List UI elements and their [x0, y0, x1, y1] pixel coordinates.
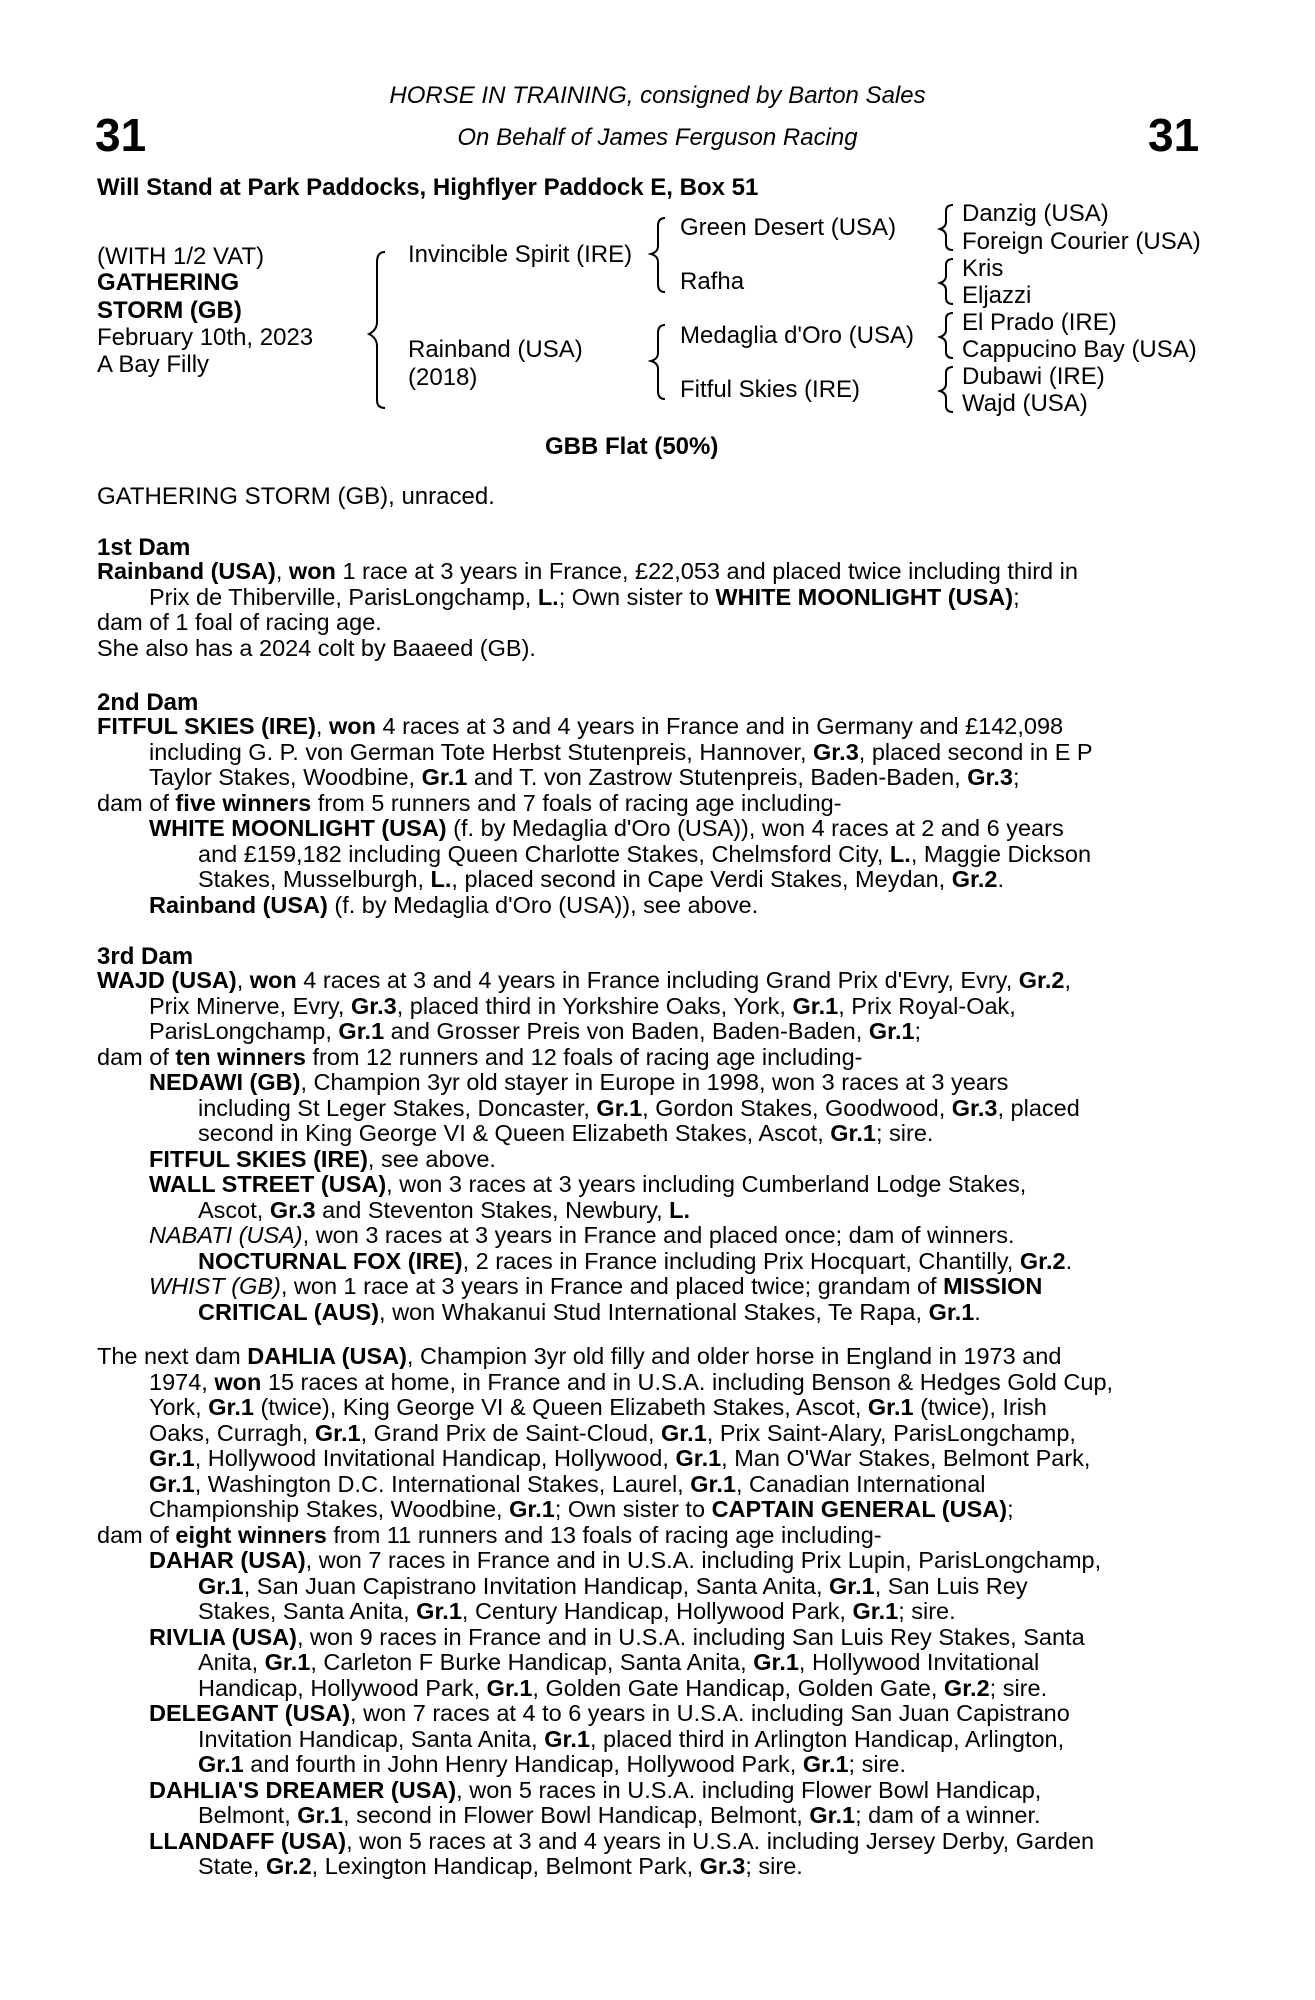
consignment-line: HORSE IN TRAINING, consigned by Barton Sales [389, 82, 926, 109]
foaled-date: February 10th, 2023 [97, 324, 314, 351]
pedigree-g6: Cappucino Bay (USA) [962, 336, 1197, 363]
next-dam-line: Championship Stakes, Woodbine, Gr.1; Own sister to CAPTAIN GENERAL (USA); [149, 1496, 1014, 1522]
produce-entry: Gr.1 and fourth in John Henry Handicap, Hollywood Park, Gr.1; sire. [198, 1751, 907, 1777]
third-dam-line: Prix Minerve, Evry, Gr.3, placed third in Yorkshire Oaks, York, Gr.1, Prix Royal-Oak, [149, 992, 1016, 1019]
next-dam-line: Oaks, Curragh, Gr.1, Grand Prix de Saint-Cloud, Gr.1, Prix Saint-Alary, ParisLongchamp, [149, 1419, 1076, 1446]
produce-entry: Gr.1, San Juan Capistrano Invitation Handicap, Santa Anita, Gr.1, San Luis Rey [198, 1572, 1028, 1599]
pedigree-g4: Eljazzi [962, 282, 1032, 309]
bracket-g4 [940, 367, 953, 412]
lot-number-left: 31 [95, 109, 147, 161]
gbb-status: GBB Flat (50%) [545, 433, 719, 460]
third-dam-heading: 3rd Dam [97, 943, 194, 970]
pedigree-sire-sire: Green Desert (USA) [680, 214, 897, 241]
next-dam-line: York, Gr.1 (twice), King George VI & Queen Elizabeth Stakes, Ascot, Gr.1 (twice), Irish [149, 1394, 1047, 1420]
second-dam-heading: 2nd Dam [97, 689, 199, 716]
produce-entry: Belmont, Gr.1, second in Flower Bowl Handicap, Belmont, Gr.1; dam of a winner. [198, 1802, 1041, 1828]
produce-entry: WHIST (GB), won 1 race at 3 years in France and placed twice; grandam of MISSION [149, 1273, 1043, 1299]
produce-entry: WHITE MOONLIGHT (USA) (f. by Medaglia d'Oro (USA)), won 4 races at 2 and 6 years [149, 815, 1064, 841]
pedigree-g2: Foreign Courier (USA) [962, 228, 1201, 255]
pedigree-dam-sire: Medaglia d'Oro (USA) [680, 322, 914, 349]
race-record: GATHERING STORM (GB), unraced. [97, 483, 495, 510]
next-dam-line: Gr.1, Hollywood Invitational Handicap, Hollywood, Gr.1, Man O'War Stakes, Belmont Park, [149, 1445, 1091, 1471]
second-dam-line: including G. P. von German Tote Herbst Stutenpreis, Hannover, Gr.3, placed second in E P [149, 738, 1093, 765]
first-dam-text [97, 559, 1203, 661]
next-dam-line: 1974, won 15 races at home, in France and in U.S.A. including Benson & Hedges Gold Cup, [149, 1368, 1114, 1395]
produce-entry: Rainband (USA) (f. by Medaglia d'Oro (USA)), see above. [149, 891, 759, 918]
pedigree-g5: El Prado (IRE) [962, 309, 1117, 336]
produce-entry: DELEGANT (USA), won 7 races at 4 to 6 years in U.S.A. including San Juan Capistrano [149, 1700, 1070, 1726]
pedigree-dam-dam: Fitful Skies (IRE) [680, 376, 861, 403]
next-dam-line: Gr.1, Washington D.C. International Stakes, Laurel, Gr.1, Canadian International [149, 1470, 986, 1497]
produce-entry: Invitation Handicap, Santa Anita, Gr.1, placed third in Arlington Handicap, Arlington, [198, 1725, 1065, 1752]
bracket-g1 [940, 205, 953, 250]
first-dam-extra: She also has a 2024 colt by Baaeed (GB). [97, 634, 536, 661]
second-dam-line: Taylor Stakes, Woodbine, Gr.1 and T. von Zastrow Stutenpreis, Baden-Baden, Gr.3; [149, 764, 1020, 790]
pedigree-sire-dam: Rafha [680, 268, 745, 295]
vat-note: (WITH 1/2 VAT) [97, 243, 265, 270]
produce-entry: NEDAWI (GB), Champion 3yr old stayer in Europe in 1998, won 3 races at 3 years [149, 1069, 1009, 1095]
produce-entry: Ascot, Gr.3 and Steventon Stakes, Newbury, L. [198, 1196, 691, 1223]
produce-entry: CRITICAL (AUS), won Whakanui Stud International Stakes, Te Rapa, Gr.1. [198, 1298, 981, 1325]
bracket-g3 [940, 313, 953, 358]
bracket-g2 [940, 259, 953, 304]
produce-entry: Anita, Gr.1, Carleton F Burke Handicap, Santa Anita, Gr.1, Hollywood Invitational [198, 1649, 1040, 1675]
first-dam-line: dam of 1 foal of racing age. [97, 609, 382, 635]
produce-entry: including St Leger Stakes, Doncaster, Gr.1, Gordon Stakes, Goodwood, Gr.3, placed [198, 1094, 1080, 1121]
pedigree-g1: Danzig (USA) [962, 200, 1109, 227]
on-behalf-line: On Behalf of James Ferguson Racing [457, 124, 858, 151]
pedigree-g8: Wajd (USA) [962, 390, 1088, 417]
lot-number-right: 31 [1148, 109, 1200, 161]
produce-entry: DAHAR (USA), won 7 races in France and in U.S.A. including Prix Lupin, ParisLongchamp, [149, 1547, 1102, 1573]
horse-name-line2: STORM (GB) [97, 297, 242, 324]
produce-entry: WALL STREET (USA), won 3 races at 3 years including Cumberland Lodge Stakes, [149, 1171, 1027, 1197]
third-dam-line: WAJD (USA), won 4 races at 3 and 4 years in France including Grand Prix d'Evry, Evry, Gr.2, [97, 967, 1072, 993]
produce-entry: RIVLIA (USA), won 9 races in France and in U.S.A. including San Luis Rey Stakes, Santa [149, 1623, 1085, 1650]
bracket-sire [651, 218, 665, 292]
pedigree-g7: Dubawi (IRE) [962, 363, 1105, 390]
bracket-dam [651, 325, 665, 399]
produce-entry: NABATI (USA), won 3 races at 3 years in France and placed once; dam of winners. [149, 1222, 1015, 1248]
produce-entry: DAHLIA'S DREAMER (USA), won 5 races in U.S.A. including Flower Bowl Handicap, [149, 1776, 1042, 1803]
produce-entry: Stakes, Musselburgh, L., placed second in Cape Verdi Stakes, Meydan, Gr.2. [198, 866, 1004, 892]
produce-entry: LLANDAFF (USA), won 5 races at 3 and 4 years in U.S.A. including Jersey Derby, Garden [149, 1827, 1095, 1854]
next-dam-dam-of: dam of eight winners from 11 runners and 13 foals of racing age including- [97, 1521, 882, 1548]
produce-entry: State, Gr.2, Lexington Handicap, Belmont Park, Gr.3; sire. [198, 1853, 803, 1879]
pedigree-dam-line2: (2018) [408, 364, 478, 391]
first-dam-heading: 1st Dam [97, 534, 191, 561]
third-dam-text [97, 968, 1203, 1325]
produce-entry: and £159,182 including Queen Charlotte Stakes, Chelmsford City, L., Maggie Dickson [198, 840, 1092, 867]
produce-entry: Handicap, Hollywood Park, Gr.1, Golden Gate Handicap, Golden Gate, Gr.2; sire. [198, 1674, 1048, 1701]
pedigree-dam-line1: Rainband (USA) [408, 336, 583, 363]
third-dam-dam-of: dam of ten winners from 12 runners and 12 foals of racing age including- [97, 1043, 863, 1070]
first-dam-line: Rainband (USA), won 1 race at 3 years in France, £22,053 and placed twice including third in [97, 558, 1078, 584]
third-dam-line: ParisLongchamp, Gr.1 and Grosser Preis von Baden, Baden-Baden, Gr.1; [149, 1018, 922, 1044]
produce-entry: second in King George VI & Queen Elizabeth Stakes, Ascot, Gr.1; sire. [198, 1120, 934, 1146]
produce-entry: Stakes, Santa Anita, Gr.1, Century Handicap, Hollywood Park, Gr.1; sire. [198, 1598, 956, 1624]
next-dam-text [97, 1344, 1203, 1880]
horse-name-line1: GATHERING [97, 269, 240, 296]
second-dam-dam-of: dam of five winners from 5 runners and 7 foals of racing age including- [97, 789, 842, 816]
pedigree-sire: Invincible Spirit (IRE) [408, 241, 633, 268]
next-dam-line: The next dam DAHLIA (USA), Champion 3yr old filly and older horse in England in 1973 and [97, 1343, 1062, 1369]
pedigree-g3: Kris [962, 255, 1004, 282]
location-line: Will Stand at Park Paddocks, Highflyer Paddock E, Box 51 [97, 174, 759, 201]
produce-entry: FITFUL SKIES (IRE), see above. [149, 1145, 496, 1172]
second-dam-text [97, 714, 1203, 918]
first-dam-line: Prix de Thiberville, ParisLongchamp, L.; Own sister to WHITE MOONLIGHT (USA); [149, 583, 1020, 610]
second-dam-line: FITFUL SKIES (IRE), won 4 races at 3 and 4 years in France and in Germany and £142,098 [97, 713, 1064, 739]
horse-description: A Bay Filly [97, 351, 210, 378]
bracket-sire-dam [369, 252, 385, 408]
produce-entry: NOCTURNAL FOX (IRE), 2 races in France including Prix Hocquart, Chantilly, Gr.2. [198, 1247, 1073, 1274]
